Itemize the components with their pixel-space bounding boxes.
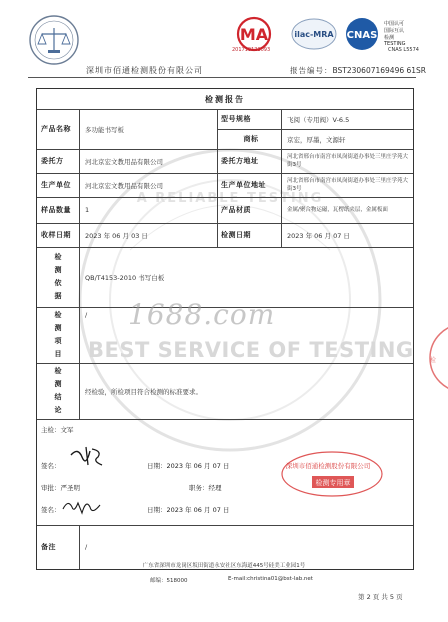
product-name-label: 产品名称 [41,125,71,133]
ilac-mra-logo-icon [292,19,336,49]
col-divider [217,109,218,247]
col-divider [79,109,80,419]
model-value: 飞阅（专用阀）V-6.5 [287,115,350,124]
basis-label [37,247,79,307]
items-label-char: 目 [54,350,62,358]
watermark-tagline: BEST SERVICE OF TESTING [88,338,414,362]
basis-label-char: 依 [54,279,62,287]
header-divider [28,77,416,78]
items-label-char: 项 [54,337,62,345]
remarks-label: 备注 [41,543,56,551]
client-address-value: 河北省邢台市南宫市凤岗街道办事处三里庄学苑大街3号 [287,154,409,168]
client-value: 河北京宏文教用品有限公司 [85,157,163,166]
material-label: 产品材质 [221,206,251,214]
sample-quantity-value: 1 [85,206,90,214]
svg-text:国际互认: 国际互认 [384,28,405,34]
remarks-value: / [85,543,88,551]
sign-date-2: 日期：2023 年 06 月 07 日 [147,505,230,514]
model-label: 型号规格 [221,115,251,123]
conclusion-label-char: 测 [54,380,62,388]
test-date-value: 2023 年 06 月 07 日 [287,231,350,240]
svg-text:深圳市佰通检测股份有限公司: 深圳市佰通检测股份有限公司 [285,462,371,470]
table-title: 检测报告 [205,94,245,104]
items-label-char: 测 [54,324,62,332]
company-name: 深圳市佰通检测股份有限公司 [86,66,203,75]
position: 职务：经理 [189,483,222,492]
conclusion-label [37,363,79,419]
sample-quantity-label: 样品数量 [41,206,71,214]
company-logo-icon [28,14,80,66]
client-address-label: 委托方地址 [221,157,259,165]
page-edge-seal-icon [424,318,448,398]
svg-text:MA: MA [239,25,269,44]
footer-address: 广东省深圳市龙岗区坂田街道永安社区东海道445号硅美工业园1号 [142,563,306,569]
svg-text:ilac-MRA: ilac-MRA [294,30,334,39]
ma-logo-icon [238,18,270,50]
official-stamp-icon [272,448,384,500]
basis-label-char: 据 [54,292,62,300]
report-number [290,65,426,76]
items-value: / [85,311,88,319]
trademark-label: 商标 [243,135,259,143]
sign-date-1: 日期：2023 年 06 月 07 日 [147,461,230,470]
watermark-url: 1688.com [128,298,276,331]
svg-text:A RELIABLE TESTING: A RELIABLE TESTING [136,191,324,206]
reviewer: 审批：严圣明 [41,483,80,492]
svg-text:中国认可: 中国认可 [384,21,405,27]
sign-label-2: 签名： [41,505,61,514]
producer-address-label: 生产单位地址 [221,181,266,189]
basis-value: QB/T4153-2010 书写白板 [85,273,165,282]
accreditation-logos [232,16,432,60]
svg-text:检: 检 [430,357,437,364]
sign-label-1: 签名： [41,461,61,470]
conclusion-value: 经检验，所检项目符合检测的标准要求。 [85,387,202,396]
conclusion-label-char: 结 [54,393,62,401]
producer-value: 河北京宏文教用品有限公司 [85,181,163,190]
svg-text:检测专用章: 检测专用章 [315,479,351,487]
conclusion-label-char: 论 [54,406,62,414]
producer-label: 生产单位 [41,181,71,189]
test-date-label: 检测日期 [221,231,251,239]
client-label: 委托方 [41,157,64,165]
product-name-value: 多功能书写板 [85,125,124,134]
conclusion-label-char: 检 [54,367,62,375]
receive-date-label: 收样日期 [41,231,71,239]
svg-text:CNAS: CNAS [346,30,378,41]
receive-date-value: 2023 年 06 月 03 日 [85,231,148,240]
cnas-number: CNAS L5574 [388,47,419,53]
col-divider [281,109,282,247]
report-number-value: BST230607169496 61SR [332,66,427,75]
report-number-label: 报告编号： [290,66,333,75]
ma-number: 201719121093 [232,47,271,53]
footer-postcode: 邮编：518000 [150,578,188,584]
page-number: 第 2 页 共 5 页 [358,593,403,601]
signature-reviewer-icon [60,495,104,519]
chief-inspector: 主检：文军 [41,425,74,434]
footer-email: E-mail:christina01@bst-lab.net [228,576,313,582]
basis-label-char: 测 [54,266,62,274]
svg-text:检测: 检测 [384,35,395,41]
row-divider [37,419,413,420]
signature-chief-inspector-icon [68,443,108,469]
material-value: 金属/聚合物运磁，瓦楞纸夹层，金属板面 [287,207,388,213]
cnas-logo-icon [346,18,406,50]
svg-text:TESTING: TESTING [384,41,406,47]
items-label-char: 检 [54,311,62,319]
producer-address-value: 河北省邢台市南宫市凤岗街道办事处三里庄学苑大街3号 [287,178,409,192]
trademark-value: 京宏，厚墨，文源轩 [287,135,346,144]
items-label [37,307,79,363]
basis-label-char: 检 [54,253,62,261]
report-header [0,0,448,82]
row-divider [217,129,413,130]
